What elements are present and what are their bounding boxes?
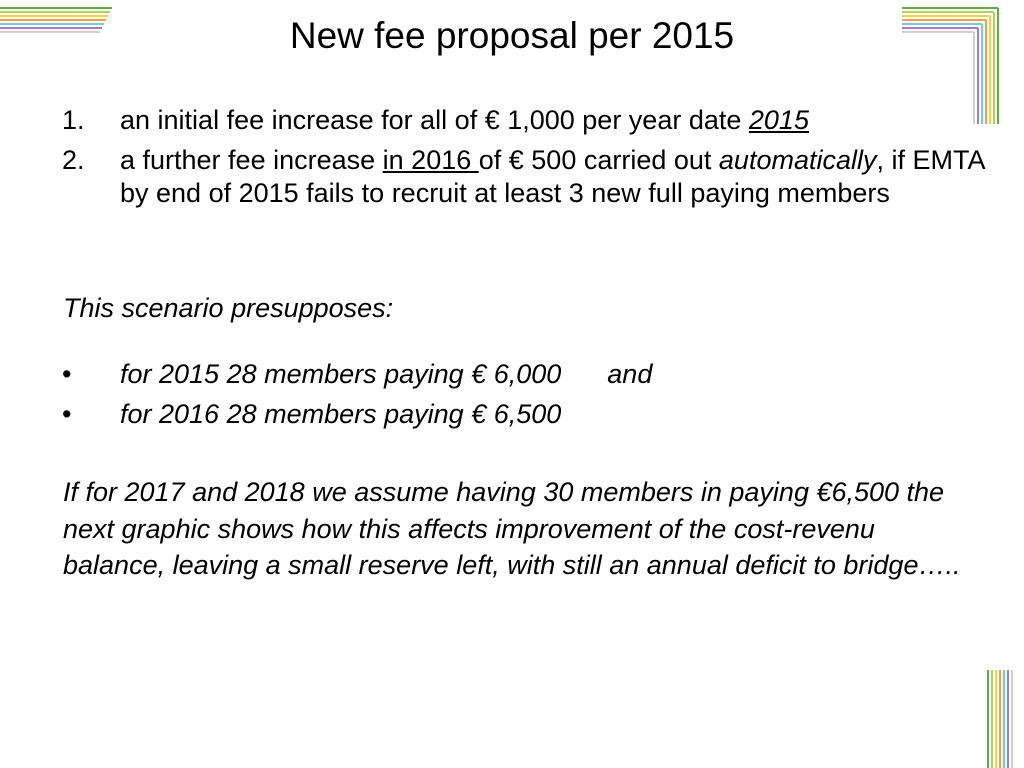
emphasized-year: 2015 bbox=[748, 105, 809, 135]
list-item-text bbox=[120, 144, 992, 210]
bullet-text: for 2016 28 members paying € 6,500 bbox=[120, 399, 562, 429]
list-text: an initial fee increase for all of € 1,000 per year date bbox=[120, 105, 749, 135]
list-text: , if EMTA by end of 2015 fails to recruit at least 3 new full paying members bbox=[120, 145, 984, 208]
bullet-list bbox=[62, 358, 652, 431]
list-item bbox=[62, 144, 992, 210]
bullet-item bbox=[62, 358, 652, 391]
underlined-year: in 2016 bbox=[382, 145, 479, 175]
scenario-heading: This scenario presupposes: bbox=[63, 293, 394, 323]
slide-title: New fee proposal per 2015 bbox=[289, 15, 735, 56]
bullet-icon: • bbox=[62, 359, 72, 389]
list-item bbox=[62, 104, 992, 137]
list-number: 1. bbox=[62, 105, 85, 135]
italic-word: automatically bbox=[718, 145, 877, 175]
list-text: of € 500 carried out bbox=[478, 145, 719, 175]
list-number: 2. bbox=[62, 145, 85, 175]
bullet-suffix: and bbox=[607, 359, 653, 389]
conclusion-paragraph: If for 2017 and 2018 we assume having 30 members in paying €6,500 the next graphic shows how this affects improvement of the cost-revenu balance, leaving a small reserve left, with still an annual deficit to bridge….. bbox=[63, 477, 961, 580]
numbered-list bbox=[62, 104, 992, 210]
bullet-text: for 2015 28 members paying € 6,000 bbox=[120, 359, 562, 389]
list-item-text bbox=[120, 104, 992, 137]
list-text: a further fee increase bbox=[120, 145, 383, 175]
bullet-icon: • bbox=[62, 399, 72, 429]
bullet-item bbox=[62, 398, 652, 431]
corner-decoration-bottom-right bbox=[964, 670, 1024, 768]
